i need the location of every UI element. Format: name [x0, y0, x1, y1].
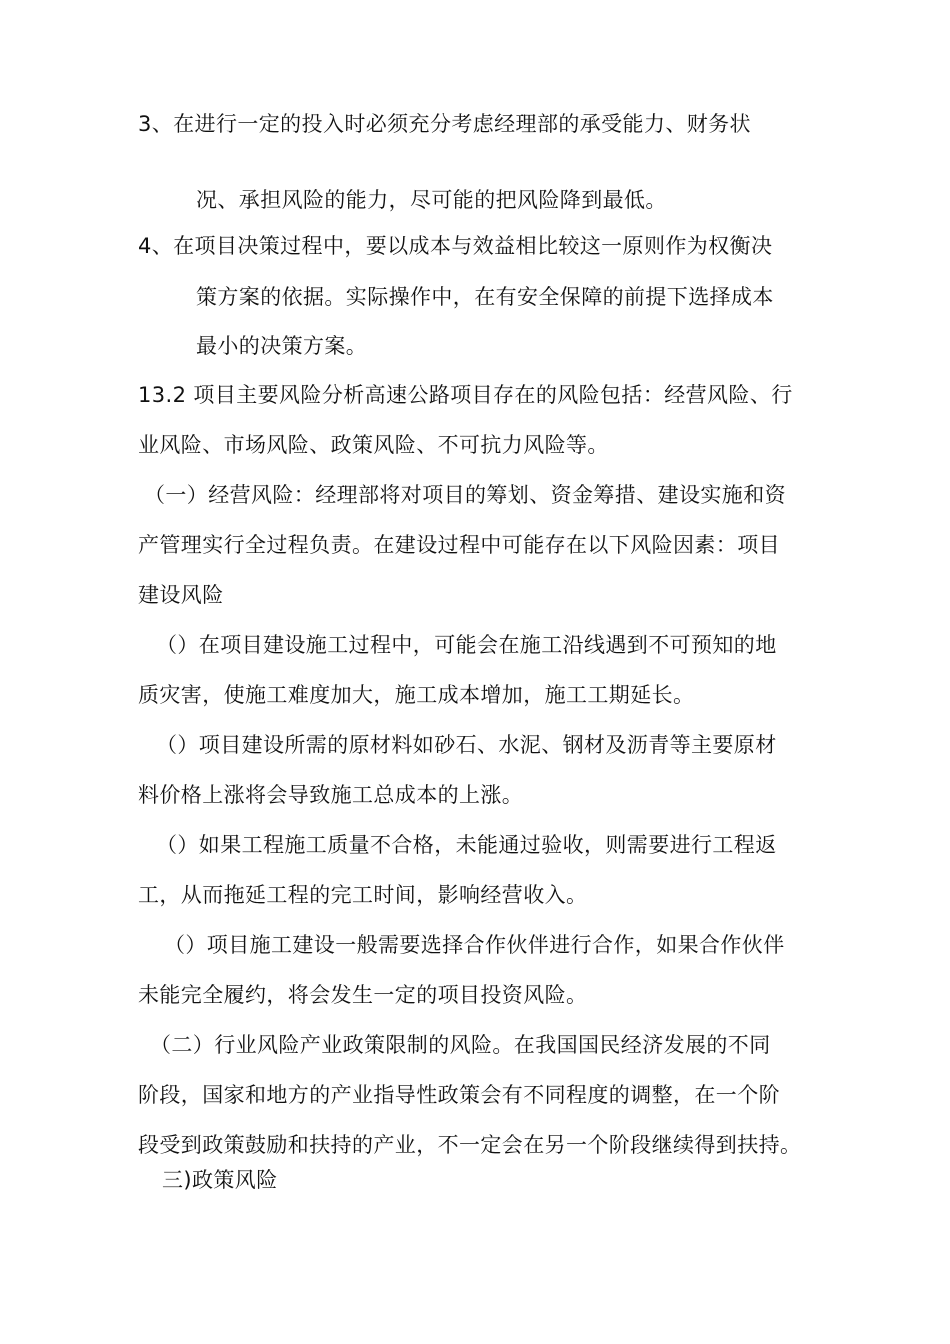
text-line-risk-2-cont: 料价格上涨将会导致施工总成本的上涨。 [138, 783, 524, 807]
text-line-operating-risk-cont-1: 产管理实行全过程负责。在建设过程中可能存在以下风险因素：项目 [138, 533, 780, 557]
section-heading-policy-risk: 三)政策风险 [162, 1168, 278, 1192]
text-line-operating-risk: （一）经营风险：经理部将对项目的筹划、资金筹措、建设实施和资 [144, 483, 786, 507]
text-line-industry-risk-cont-2: 段受到政策鼓励和扶持的产业，不一定会在另一个阶段继续得到扶持。 [138, 1133, 802, 1157]
text-line-industry-risk-cont-1: 阶段，国家和地方的产业指导性政策会有不同程度的调整，在一个阶 [138, 1083, 780, 1107]
text-line-risk-1: （）在项目建设施工过程中，可能会在施工沿线遇到不可预知的地 [156, 633, 777, 657]
text-line-item-3: 3、在进行一定的投入时必须充分考虑经理部的承受能力、财务状 [138, 112, 751, 136]
text-line-risk-3: （）如果工程施工质量不合格，未能通过验收，则需要进行工程返 [156, 833, 777, 857]
text-line-risk-4-cont: 未能完全履约，将会发生一定的项目投资风险。 [138, 983, 588, 1007]
section-heading-13-2: 13.2 项目主要风险分析高速公路项目存在的风险包括：经营风险、行 [138, 383, 793, 407]
text-line-operating-risk-cont-2: 建设风险 [138, 583, 224, 607]
text-line-industry-risk: （二）行业风险产业政策限制的风险。在我国国民经济发展的不同 [150, 1033, 771, 1057]
text-line-item-3-cont: 况、承担风险的能力，尽可能的把风险降到最低。 [196, 188, 667, 212]
text-line-item-4-cont-1: 策方案的依据。实际操作中，在有安全保障的前提下选择成本 [196, 285, 774, 309]
text-line-risk-4: （）项目施工建设一般需要选择合作伙伴进行合作，如果合作伙伴 [164, 933, 785, 957]
text-line-13-2-cont: 业风险、市场风险、政策风险、不可抗力风险等。 [138, 433, 609, 457]
text-line-item-4: 4、在项目决策过程中，要以成本与效益相比较这一原则作为权衡决 [138, 234, 773, 258]
text-line-item-4-cont-2: 最小的决策方案。 [196, 334, 368, 358]
text-line-risk-1-cont: 质灾害，使施工难度加大，施工成本增加，施工工期延长。 [138, 683, 695, 707]
text-line-risk-3-cont: 工，从而拖延工程的完工时间，影响经营收入。 [138, 883, 588, 907]
text-line-risk-2: （）项目建设所需的原材料如砂石、水泥、钢材及沥青等主要原材 [156, 733, 777, 757]
